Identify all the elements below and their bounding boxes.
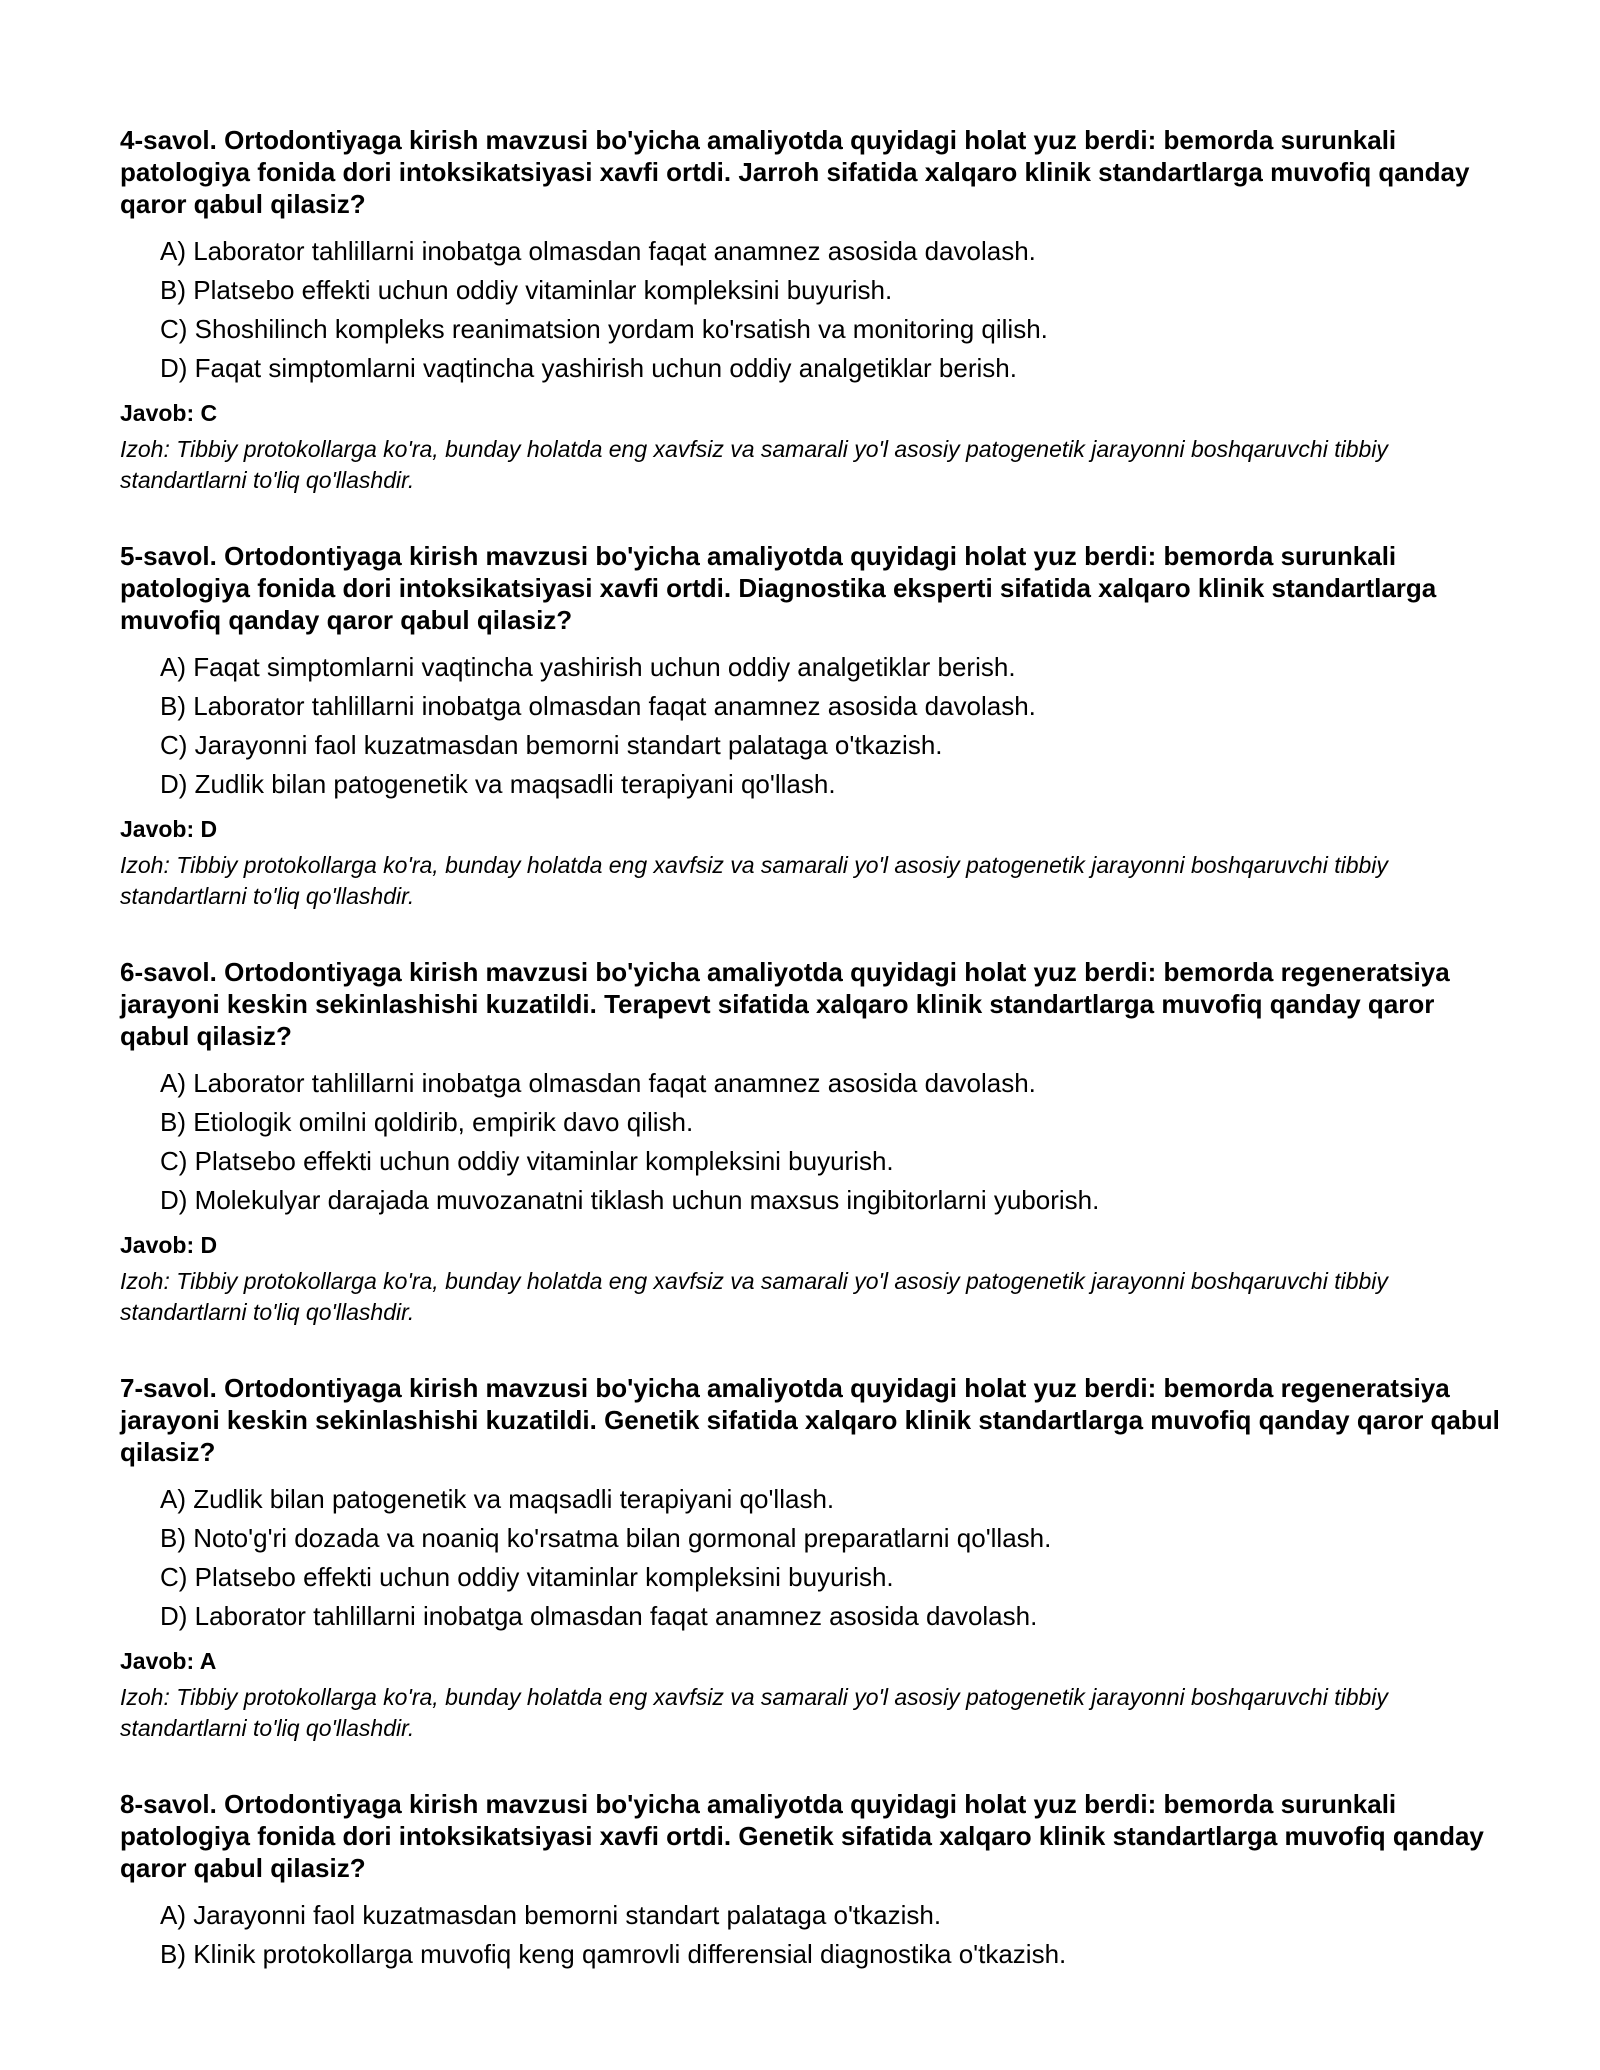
option-c: C) Platsebo effekti uchun oddiy vitaminlar kompleksini buyurish.: [160, 1146, 894, 1176]
explanation-note: Izoh: Tibbiy protokollarga ko'ra, bunday holatda eng xavfsiz va samarali yo'l asosiy patogenetik jarayonni boshqaruvchi tibbiy standartlarni to'liq qo'llashdir.: [120, 852, 1388, 909]
question-block: [120, 124, 1500, 496]
question-text: Ortodontiyaga kirish mavzusi bo'yicha amaliyotda quyidagi holat yuz berdi: bemorda surunkali patologiya fonida dori intoksikatsiyasi xavfi ortdi. Jarroh sifatida xalqaro klinik standartlarga muvofiq qanday qaror qabul qilasiz?: [120, 125, 1470, 219]
question-block: [120, 1788, 1500, 1974]
answer-value: A: [199, 1648, 217, 1674]
option-b: B) Platsebo effekti uchun oddiy vitaminlar kompleksini buyurish.: [160, 275, 893, 305]
answer-line: [120, 814, 1500, 844]
question-title: [120, 956, 1500, 1052]
question-title: [120, 1788, 1500, 1884]
explanation-note: Izoh: Tibbiy protokollarga ko'ra, bunday holatda eng xavfsiz va samarali yo'l asosiy patogenetik jarayonni boshqaruvchi tibbiy standartlarni to'liq qo'llashdir.: [120, 1684, 1388, 1741]
answer-line: [120, 1646, 1500, 1676]
option-c: C) Shoshilinch kompleks reanimatsion yordam ko'rsatish va monitoring qilish.: [160, 314, 1048, 344]
answer-options: [120, 648, 1500, 804]
option-a: A) Laborator tahlillarni inobatga olmasdan faqat anamnez asosida davolash.: [160, 236, 1036, 266]
answer-options: [120, 1064, 1500, 1220]
question-block: [120, 540, 1500, 912]
option-b: B) Klinik protokollarga muvofiq keng qamrovli differensial diagnostika o'tkazish.: [160, 1939, 1067, 1969]
explanation-note: Izoh: Tibbiy protokollarga ko'ra, bunday holatda eng xavfsiz va samarali yo'l asosiy patogenetik jarayonni boshqaruvchi tibbiy standartlarni to'liq qo'llashdir.: [120, 436, 1388, 493]
answer-options: [120, 1480, 1500, 1636]
question-text: Ortodontiyaga kirish mavzusi bo'yicha amaliyotda quyidagi holat yuz berdi: bemorda regeneratsiya jarayoni keskin sekinlashishi kuzatildi. Terapevt sifatida xalqaro klinik standartlarga muvofiq qanday qaror qabul qilasiz?: [120, 957, 1450, 1051]
answer-value: C: [200, 400, 218, 426]
question-number: 8-savol.: [120, 1789, 217, 1819]
option-c: C) Platsebo effekti uchun oddiy vitaminlar kompleksini buyurish.: [160, 1562, 894, 1592]
question-title: [120, 1372, 1500, 1468]
question-number: 5-savol.: [120, 541, 217, 571]
question-title: [120, 540, 1500, 636]
option-b: B) Noto'g'ri dozada va noaniq ko'rsatma bilan gormonal preparatlarni qo'llash.: [160, 1523, 1052, 1553]
question-block: [120, 1372, 1500, 1744]
answer-label: Javob:: [120, 1232, 195, 1258]
option-d: D) Molekulyar darajada muvozanatni tiklash uchun maxsus ingibitorlarni yuborish.: [160, 1185, 1100, 1215]
option-b: B) Etiologik omilni qoldirib, empirik davo qilish.: [160, 1107, 694, 1137]
question-number: 7-savol.: [120, 1373, 217, 1403]
answer-label: Javob:: [120, 1648, 195, 1674]
question-block: [120, 956, 1500, 1328]
question-number: 6-savol.: [120, 957, 217, 987]
question-text: Ortodontiyaga kirish mavzusi bo'yicha amaliyotda quyidagi holat yuz berdi: bemorda surunkali patologiya fonida dori intoksikatsiyasi xavfi ortdi. Genetik sifatida xalqaro klinik standartlarga muvofiq qanday qaror qabul qilasiz?: [120, 1789, 1484, 1883]
option-a: A) Zudlik bilan patogenetik va maqsadli terapiyani qo'llash.: [160, 1484, 835, 1514]
answer-line: [120, 398, 1500, 428]
option-a: A) Laborator tahlillarni inobatga olmasdan faqat anamnez asosida davolash.: [160, 1068, 1036, 1098]
question-number: 4-savol.: [120, 125, 217, 155]
answer-options: [120, 232, 1500, 388]
answer-value: D: [200, 1232, 218, 1258]
option-d: D) Faqat simptomlarni vaqtincha yashirish uchun oddiy analgetiklar berish.: [160, 353, 1017, 383]
option-a: A) Faqat simptomlarni vaqtincha yashirish uchun oddiy analgetiklar berish.: [160, 652, 1016, 682]
answer-label: Javob:: [120, 400, 195, 426]
answer-label: Javob:: [120, 816, 195, 842]
answer-options: [120, 1896, 1500, 1974]
option-d: D) Laborator tahlillarni inobatga olmasdan faqat anamnez asosida davolash.: [160, 1601, 1038, 1631]
question-text: Ortodontiyaga kirish mavzusi bo'yicha amaliyotda quyidagi holat yuz berdi: bemorda surunkali patologiya fonida dori intoksikatsiyasi xavfi ortdi. Diagnostika eksperti sifatida xalqaro klinik standartlarga muvofiq qanday qaror qabul qilasiz?: [120, 541, 1437, 635]
option-a: A) Jarayonni faol kuzatmasdan bemorni standart palataga o'tkazish.: [160, 1900, 942, 1930]
question-text: Ortodontiyaga kirish mavzusi bo'yicha amaliyotda quyidagi holat yuz berdi: bemorda regeneratsiya jarayoni keskin sekinlashishi kuzatildi. Genetik sifatida xalqaro klinik standartlarga muvofiq qanday qaror qabul qilasiz?: [120, 1373, 1500, 1467]
option-b: B) Laborator tahlillarni inobatga olmasdan faqat anamnez asosida davolash.: [160, 691, 1036, 721]
question-title: [120, 124, 1500, 220]
explanation-note: Izoh: Tibbiy protokollarga ko'ra, bunday holatda eng xavfsiz va samarali yo'l asosiy patogenetik jarayonni boshqaruvchi tibbiy standartlarni to'liq qo'llashdir.: [120, 1268, 1388, 1325]
document-page: [120, 124, 1500, 2018]
answer-value: D: [200, 816, 218, 842]
answer-line: [120, 1230, 1500, 1260]
option-d: D) Zudlik bilan patogenetik va maqsadli terapiyani qo'llash.: [160, 769, 836, 799]
option-c: C) Jarayonni faol kuzatmasdan bemorni standart palataga o'tkazish.: [160, 730, 943, 760]
